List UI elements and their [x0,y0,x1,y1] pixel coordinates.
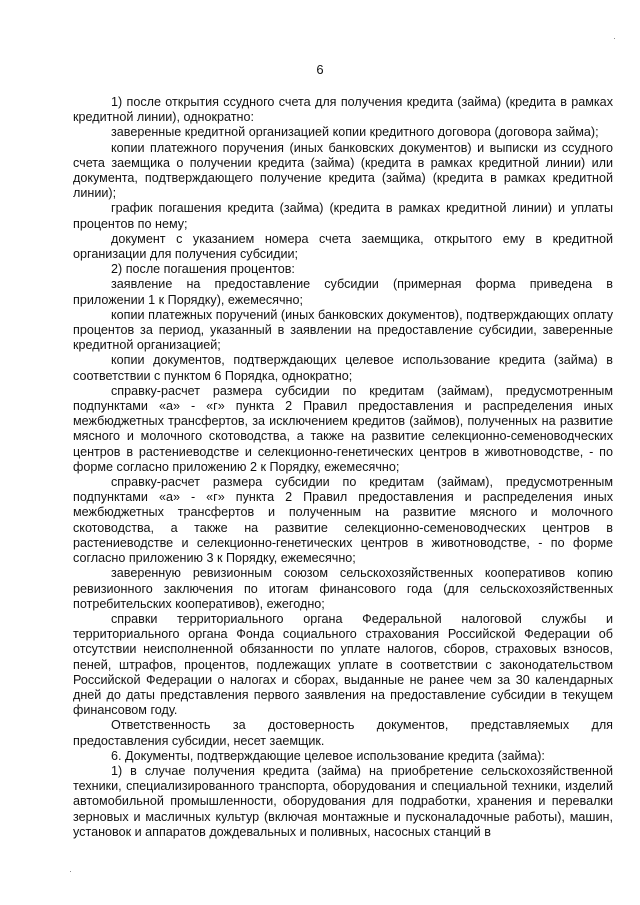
paragraph: документ с указанием номера счета заемщика, открытого ему в кредитной организации для получения субсидии; [73,231,613,262]
scan-speck: · [613,33,616,43]
paragraph: справки территориального органа Федеральной налоговой службы и территориального органа Фонда социального страхования Российской Федерации об отсутствии неисполненной обязанности по уплате налогов, сборов, страховых взносов, пеней, штрафов, процентов, подлежащих уплате в соответствии с законодательством Российской Федерации о налогах и сборах, выданные не ранее чем за 30 календарных дней до даты представления первого заявления на предоставление субсидии в текущем финансовом году. [73,611,613,718]
paragraph: Ответственность за достоверность документов, представляемых для предоставления субсидии, несет заемщик. [73,718,613,748]
paragraph: заверенные кредитной организацией копии кредитного договора (договора займа); [111,125,599,140]
paragraph: справку-расчет размера субсидии по кредитам (займам), предусмотренным подпунктами «а» - «г» пункта 2 Правил предоставления и распределения иных межбюджетных трансфертов, за исключением кредитов (займов), полученных на развитие мясного и молочного скотоводства, а также на развитие селекционно-семеноводческих центров в растениеводстве и селекционно-генетических центров в животноводстве, - по форме согласно приложению 2 к Порядку, ежемесячно; [73,383,613,474]
paragraph: копии платежных поручений (иных банковских документов), подтверждающих оплату процентов за период, указанный в заявлении на предоставление субсидии, заверенные кредитной организацией; [73,307,613,353]
scan-speck: · [69,866,72,876]
page-number: 6 [316,62,324,77]
paragraph: график погашения кредита (займа) (кредита в рамках кредитной линии) и уплаты процентов по нему; [73,201,613,231]
document-body [73,95,613,840]
paragraph: заверенную ревизионным союзом сельскохозяйственных кооперативов копию ревизионного заключения по итогам финансового года (для сельскохозяйственных потребительских кооперативов), ежегодно; [73,566,613,611]
paragraph: 1) после открытия ссудного счета для получения кредита (займа) (кредита в рамках кредитной линии), однократно: [73,95,613,125]
paragraph: заявление на предоставление субсидии (примерная форма приведена в приложении 1 к Порядку), ежемесячно; [73,277,613,307]
paragraph: 1) в случае получения кредита (займа) на приобретение сельскохозяйственной техники, специализированного транспорта, оборудования и специальной техники, изделий автомобильной промышленности, оборудования для подработки, хранения и перевалки зерновых и масличных культур (включая монтажные и пусконаладочные работы), машин, установок и аппаратов дождевальных и поливных, насосных станций в [73,763,613,839]
paragraph: справку-расчет размера субсидии по кредитам (займам), предусмотренным подпунктами «а» - «г» пункта 2 Правил предоставления и распределения иных межбюджетных трансфертов и полученным на развитие мясного и молочного скотоводства, а также на развитие селекционно-семеноводческих центров в растениеводстве и селекционно-генетических центров в животноводстве, - по форме согласно приложению 3 к Порядку, ежемесячно; [73,475,613,566]
paragraph: копии платежного поручения (иных банковских документов) и выписки из ссудного счета заемщика о получении кредита (займа) (кредита в рамках кредитной линии) или документа, подтверждающего получение кредита (займа) (кредита в рамках кредитной линии); [73,140,613,201]
paragraph: 6. Документы, подтверждающие целевое использование кредита (займа): [111,748,545,763]
paragraph: 2) после погашения процентов: [111,262,295,277]
paragraph: копии документов, подтверждающих целевое использование кредита (займа) в соответствии с пунктом 6 Порядка, однократно; [73,353,613,383]
